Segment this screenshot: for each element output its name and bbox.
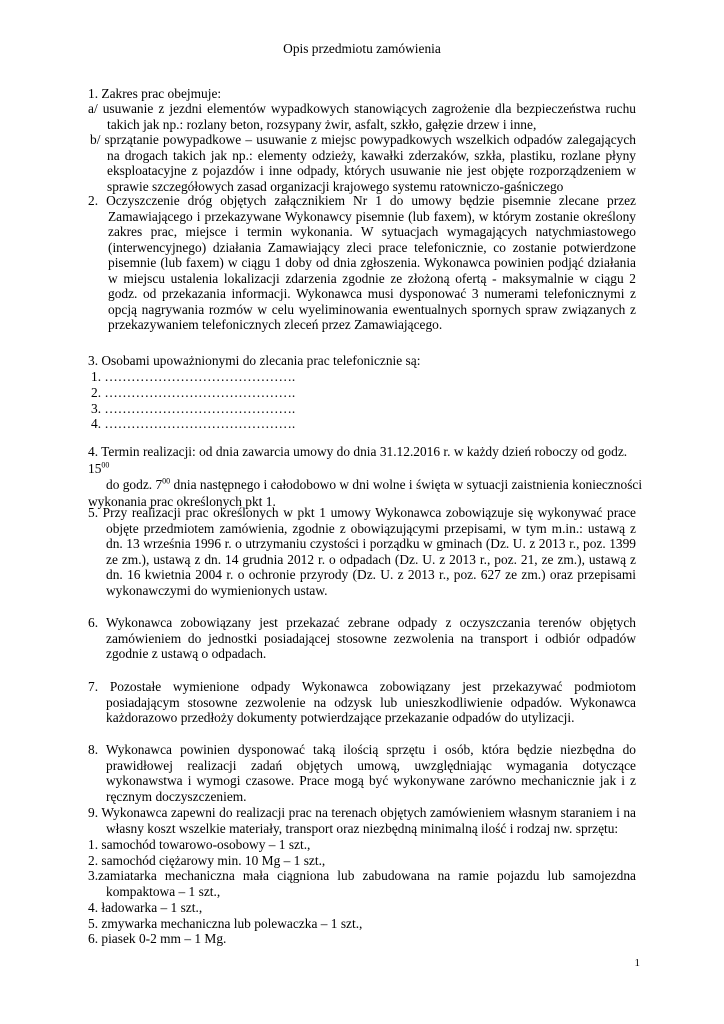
section-1-item-b bbox=[88, 132, 636, 194]
section-7-text: 7. Pozostałe wymienione odpady Wykonawca zobowiązany jest przekazywać podmiotom posiadającym stosowne zezwolenie na odzysk lub unieszkodliwienie odpadów. Wykonawca każdorazowo przedłoży dokumenty potwierdzające przekazanie odpadów do utylizacji. bbox=[88, 679, 636, 725]
section-6-text: 6. Wykonawca zobowiązany jest przekazać zebrane odpady z oczyszczania terenów objętych zamówieniem do jednostki posiadającej stosowne zezwolenia na transport i odbiór odpadów zgodnie z ustawą o odpadach. bbox=[88, 615, 636, 661]
section-4-text-3: dnia następnego i całodobowo w dni wolne i święta w sytuacji zaistnienia konieczności wykonania prac określonych pkt 1. bbox=[88, 477, 643, 509]
section-5-text: 5. Przy realizacji prac określonych w pkt 1 umowy Wykonawca zobowiązuje się wykonywać prace objęte przedmiotem zamówienia, zgodnie z obowiązującymi przepisami, w tym m.in.: ustawą z dn. 13 września 1996 r. o utrzymaniu czystości i porządku w gminach (Dz. U. z 2013 r., poz. 1399 ze zm.), ustawą z dn. 14 grudnia 2012 r. o odpadach (Dz. U. z 2013 r., poz. 21, ze zm.), ustawą z dn. 16 kwietnia 2004 r. o ochronie przyrody (Dz. U. z 2013 r., poz. 627 ze zm.) oraz przepisami wykonawczymi do wymienionych ustaw. bbox=[88, 505, 636, 598]
authorized-person-line: 4. ……………………………………. bbox=[91, 416, 296, 431]
section-7 bbox=[88, 679, 636, 726]
section-9-heading bbox=[88, 805, 636, 836]
section-8-text: 8. Wykonawca powinien dysponować taką ilością sprzętu i osób, która będzie niezbędna do prawidłowej realizacji zadań objętych umową, uwzględniając wymagania dotyczące wykonawstwa i wymogi czasowe. Prace mogą być wykonywane zarówno mechanicznie jak i z ręcznym doczyszczeniem. bbox=[88, 742, 636, 804]
authorized-person-line: 3. ……………………………………. bbox=[91, 401, 296, 416]
section-1-item-a-text: a/ usuwanie z jezdni elementów wypadkowych stanowiących zagrożenie dla bezpieczeństwa ruchu takich jak np.: rozlany beton, rozsypany żwir, asfalt, szkło, gałęzie drzew i inne, bbox=[88, 101, 636, 132]
equipment-list-item: 6. piasek 0-2 mm – 1 Mg. bbox=[88, 931, 227, 946]
section-8 bbox=[88, 742, 636, 804]
section-2-text: 2. Oczyszczenie dróg objętych załącznikiem Nr 1 do umowy będzie pisemnie zlecane przez Zamawiającego i przekazywane Wykonawcy pisemnie (lub faxem), w którym zostanie określony zakres prac, miejsce i termin wykonania. W sytuacjach wymagających natychmiastowego (interwencyjnego) działania Zamawiający zleci prace telefonicznie, co zostanie potwierdzone pisemnie (lub faxem) w ciągu 1 doby od dnia zgłoszenia. Wykonawca powinien podjąć działania w miejscu ustalenia lokalizacji zdarzenia zgodnie ze złożoną ofertą - maksymalnie w ciągu 2 godz. od przekazania informacji. Wykonawca musi dysponować 3 numerami telefonicznymi z opcją nagrywania rozmów w celu wyeliminowania ewentualnych spornych spraw związanych z przekazywaniem telefonicznych zleceń przez Zamawiającego. bbox=[88, 193, 636, 332]
equipment-list-item bbox=[88, 868, 636, 899]
authorized-person-line: 2. ……………………………………. bbox=[91, 385, 296, 400]
authorized-person-line: 1. ……………………………………. bbox=[91, 369, 296, 384]
section-4-text-2: do godz. 7 bbox=[106, 477, 163, 492]
section-1-item-b-text: b/ sprzątanie powypadkowe – usuwanie z miejsc powypadkowych wszelkich odpadów zalegających na drogach takich jak np.: elementy odzieży, kawałki zderzaków, szkła, plastiku, rozlane płyny eksploatacyjne z pojazdów i inne odpady, których usuwanie nie jest objęte rozporządzeniem w sprawie szczegółowych zasad organizacji krajowego systemu ratowniczo-gaśniczego bbox=[90, 132, 636, 194]
section-4 bbox=[88, 444, 644, 510]
section-5 bbox=[88, 505, 636, 598]
section-3-heading: 3. Osobami upoważnionymi do zlecania prac telefonicznie są: bbox=[88, 353, 421, 368]
equipment-list-item: 2. samochód ciężarowy min. 10 Mg – 1 szt., bbox=[88, 853, 326, 868]
section-9-heading-text: 9. Wykonawca zapewni do realizacji prac na terenach objętych zamówieniem własnym staraniem i na własny koszt wszelkie materiały, transport oraz niezbędną minimalną ilość i rodzaj nw. sprzętu: bbox=[88, 805, 636, 836]
equipment-list-item-text: 3.zamiatarka mechaniczna mała ciągniona lub zabudowana na ramie pojazdu lub samojezdna kompaktowa – 1 szt., bbox=[88, 868, 636, 899]
section-1-heading: 1. Zakres prac obejmuje: bbox=[88, 86, 222, 101]
section-4-sup-2: 00 bbox=[162, 476, 171, 486]
equipment-list-item: 4. ładowarka – 1 szt., bbox=[88, 900, 203, 915]
equipment-list-item: 1. samochód towarowo-osobowy – 1 szt., bbox=[88, 837, 311, 852]
section-4-sup-1: 00 bbox=[101, 460, 110, 470]
section-6 bbox=[88, 615, 636, 662]
section-1-item-a bbox=[88, 101, 636, 132]
section-2 bbox=[88, 193, 636, 333]
equipment-list-item: 5. zmywarka mechaniczna lub polewaczka – 1 szt., bbox=[88, 916, 363, 931]
page-number: 1 bbox=[634, 957, 640, 969]
page-title: Opis przedmiotu zamówienia bbox=[283, 41, 441, 56]
section-4-text-1: 4. Termin realizacji: od dnia zawarcia umowy do dnia 31.12.2016 r. w każdy dzień roboczy od godz. 15 bbox=[88, 444, 628, 476]
